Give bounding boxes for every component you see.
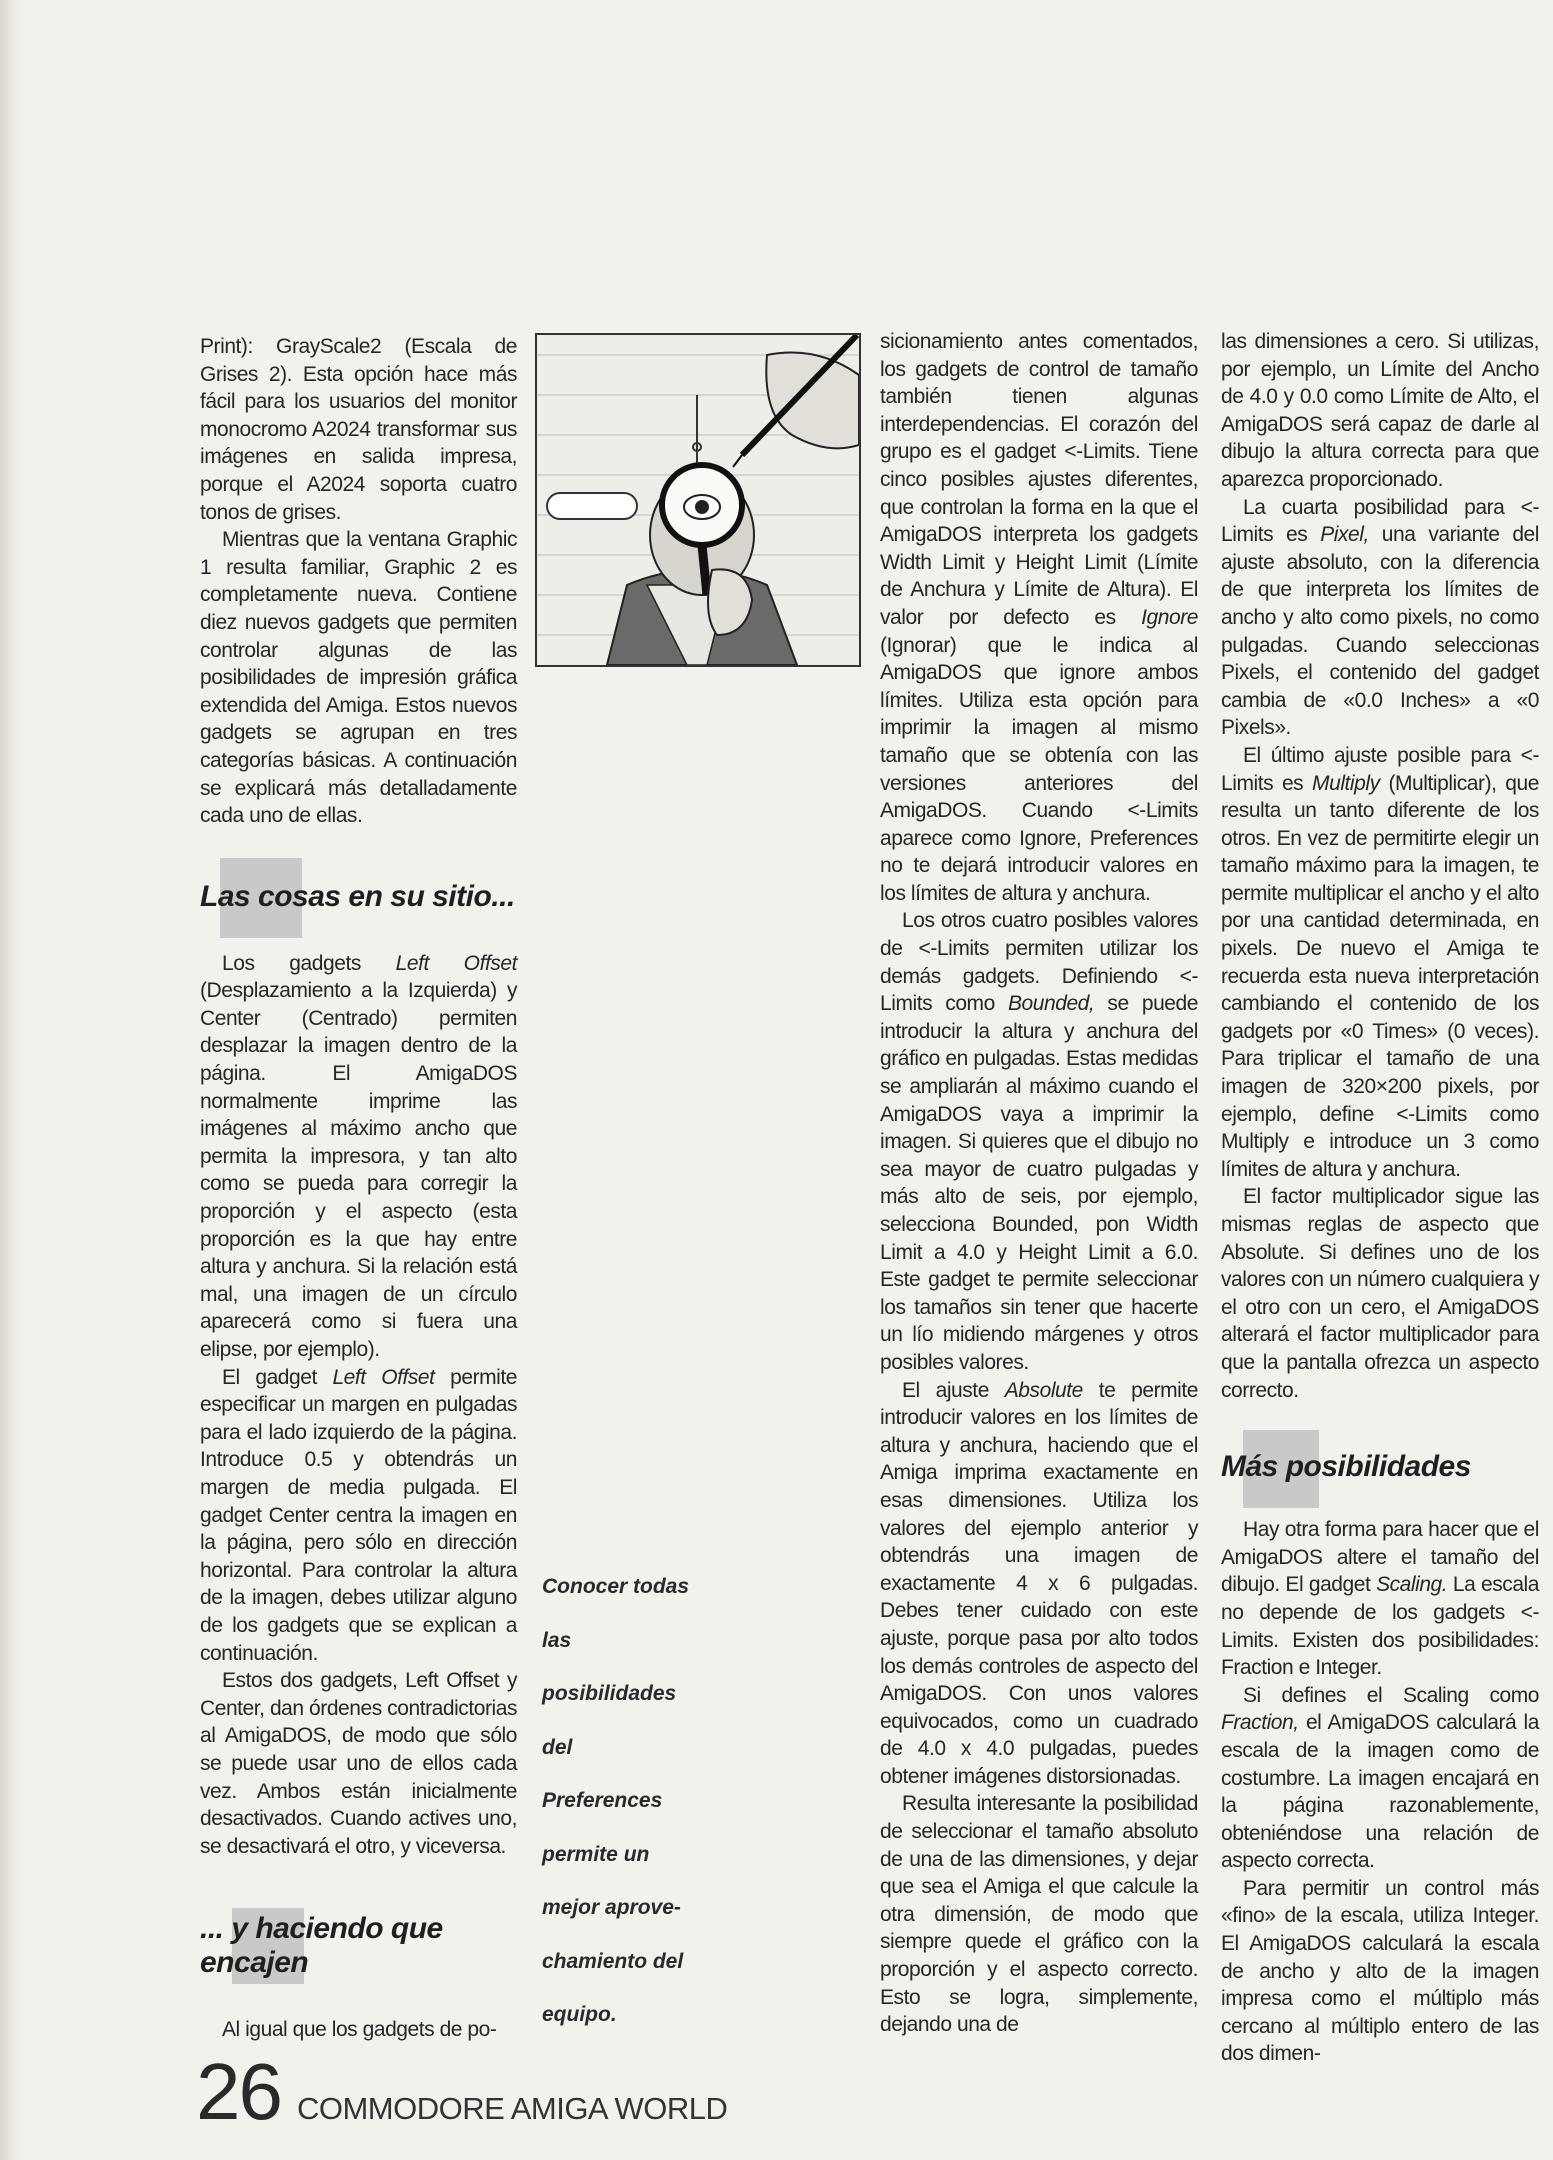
paragraph: Al igual que los gadgets de po- [222, 2018, 497, 2042]
pull-quote-line: Preferences [542, 1789, 663, 1812]
column-4 [1221, 328, 1539, 2068]
magnifier-figure-drawing [537, 335, 859, 665]
paragraph: Los gadgets Left Offset (Desplazamiento a la Izquierda) y Center (Centrado) permiten desplazar la imagen dentro de la página. El AmigaDOS normalmente imprime las imágenes al máximo ancho que permita la impresora, y tan alto como se pueda para corregir la proporción y el aspecto (esta proporción es la que hay entre altura y anchura. Si la relación está mal, una imagen de un círculo aparecerá como si fuera una elipse, por ejemplo). [200, 951, 518, 1361]
paragraph: El ajuste Absolute te permite introducir valores en los límites de altura y anchura, haciendo que el Amiga imprima exactamente en esas dimensiones. Utiliza los valores del ejemplo anterior y obtendrás una imagen de exactamente 4 x 6 pulgadas. Debes tener cuidado con este ajuste, porque pasa por alto todos los demás controles de aspecto del AmigaDOS. Con unos valores equivocados, como un cuadrado de 4.0 x 4.0 pulgadas, puedes obtener imágenes distorsionadas. [880, 1378, 1198, 1788]
pull-quote-line: las [542, 1628, 572, 1652]
paragraph: Estos dos gadgets, Left Offset y Center, dan órdenes contradictorias al AmigaDOS, de modo que sólo se puede usar uno de ellos cada vez. Ambos están inicialmente desactivados. Cuando actives uno, se desactivará el otro, y viceversa. [200, 1669, 517, 1858]
section-heading [200, 1912, 480, 1980]
heading-text: ... y haciendo que encajen [200, 1912, 443, 1980]
page-number: 26 [196, 2047, 281, 2136]
pull-quote-line: posibilidades [542, 1682, 677, 1705]
pull-quote-line: Conocer todas [542, 1575, 690, 1598]
pull-quote-line: del [542, 1735, 573, 1759]
paragraph: sicionamiento antes comentados, los gadgets de control de tamaño también tienen algunas interdependencias. El corazón del grupo es el gadget <-Limits. Tiene cinco posibles ajustes diferentes, que controlan la forma en la que el AmigaDOS interpreta los gadgets Width Limit y Height Limit (Límite de Anchura y Límite de Altura). El valor por defecto es Ignore (Ignorar) que le indica al AmigaDOS que ignore ambos límites. Utiliza esta opción para imprimir la imagen al mismo tamaño que se obtenía con las versiones anteriores del AmigaDOS. Cuando <-Limits aparece como Ignore, Preferences no te dejará introducir valores en los límites de altura y anchura. [880, 330, 1198, 905]
section-heading [1221, 1450, 1539, 1484]
pull-quote-line: permite un [542, 1842, 650, 1866]
paragraph: Los otros cuatro posibles valores de <-Limits permiten utilizar los demás gadgets. Definiendo <- Limits como Bounded, se puede introducir la altura y anchura del gráfico en pulgadas. Estas medidas se ampliarán al máximo cuando el AmigaDOS vaya a imprimir la imagen. Si quieres que el dibujo no sea mayor de cuatro pulgadas y más alto de seis, por ejemplo, selecciona Bounded, pon Width Limit a 4.0 y Height Limit a 6.0. Este gadget te permite seleccionar los tamaños sin tener que hacerte un lío midiendo márgenes y otros posibles valores. [880, 909, 1198, 1374]
page-binding-edge [0, 0, 22, 2160]
section-heading [200, 880, 517, 914]
paragraph: Hay otra forma para hacer que el AmigaDOS altere el tamaño del dibujo. El gadget Scaling. La escala no depende de los gadgets <- Limits. Existen dos posibilidades: Fraction e Integer. [1221, 1518, 1539, 1680]
paragraph: Si defines el Scaling como Fraction, el AmigaDOS calculará la escala de la imagen como de costumbre. La imagen encajará en la página razonablemente, obteniéndose una relación de aspecto correcta. [1221, 1683, 1539, 1873]
heading-text: Las cosas en su sitio... [200, 879, 515, 913]
paragraph: Para permitir un control más «fino» de la escala, utiliza Integer. El AmigaDOS calculará la escala de ancho y alto de la imagen impresa como el múltiplo más cercano al múltiplo entero de las dos dimen- [1221, 1876, 1539, 2066]
column-1 [200, 333, 517, 2044]
paragraph: El gadget Left Offset permite especificar un margen en pulgadas para el lado izquierdo de la página. Introduce 0.5 y obtendrás un margen de media pulgada. El gadget Center centra la imagen en la página, pero sólo en dirección horizontal. Para controlar la altura de la imagen, debes utilizar alguno de los gadgets que se explican a continuación. [200, 1365, 517, 1665]
paragraph: El factor multiplicador sigue las mismas reglas de aspecto que Absolute. Si defines uno de los valores con un número cualquiera y el otro con un cero, el AmigaDOS alterará el factor multiplicador para que la pantalla ofrezca un aspecto correcto. [1221, 1185, 1539, 1402]
column-3 [880, 328, 1198, 2039]
magazine-name: COMMODORE AMIGA WORLD [296, 2091, 728, 2126]
paragraph: La cuarta posibilidad para <- Limits es Pixel, una variante del ajuste absoluto, con la diferencia de que interpreta los límites de ancho y alto como pixels, no como pulgadas. Cuando seleccionas Pixels, el contenido del gadget cambia de «0.0 Inches» a «0 Pixels». [1221, 495, 1540, 740]
pull-quote-line: chamiento del [542, 1949, 684, 1973]
illustration-magnifier-figure [535, 333, 861, 667]
paragraph: El último ajuste posible para <- Limits es Multiply (Multiplicar), que resulta un tanto diferente de los otros. En vez de permitirte elegir un tamaño máximo para la imagen, te permite multiplicar el ancho y el alto por una cantidad determinada, en pixels. De nuevo el Amiga te recuerda esta nueva interpretación cambiando el contenido de los gadgets por «0 Times» (0 veces). Para triplicar el tamaño de una imagen de 320×200 pixels, por ejemplo, define <-Limits como Multiply e introduce un 3 como límites de altura y anchura. [1221, 743, 1539, 1181]
pull-quote-line: equipo. [542, 2003, 617, 2026]
pull-quote-line: mejor aprove- [542, 1896, 681, 1919]
paragraph: las dimensiones a cero. Si utilizas, por ejemplo, un Límite del Ancho de 4.0 y 0.0 como Límite de Alto, el AmigaDOS será capaz de darle al dibujo la altura correcta para que aparezca proporcionado. [1221, 330, 1539, 491]
page-footer [196, 2047, 728, 2136]
paragraph: Mientras que la ventana Graphic 1 resulta familiar, Graphic 2 es completamente nueva. Contiene diez nuevos gadgets que permiten controlar algunas de las posibilidades de impresión gráfica extendida del Amiga. Estos nuevos gadgets se agrupan en tres categorías básicas. A continuación se explicará más detalladamente cada uno de ellas. [200, 528, 517, 828]
paragraph: Print): GrayScale2 (Escala de Grises 2). Esta opción hace más fácil para los usuarios del monitor monocromo A2024 transformar sus imágenes en salida impresa, porque el A2024 soporta cuatro tonos de grises. [200, 335, 517, 524]
heading-text: Más posibilidades [1221, 1450, 1471, 1484]
pull-quote [542, 1560, 742, 2042]
paragraph: Resulta interesante la posibilidad de seleccionar el tamaño absoluto de una de las dimensiones, y dejar que sea el Amiga el que calcule la otra dimensión, de modo que siempre quede el gráfico con la proporción y el aspecto correcto. Esto se logra, simplemente, dejando una de [880, 1792, 1198, 2037]
